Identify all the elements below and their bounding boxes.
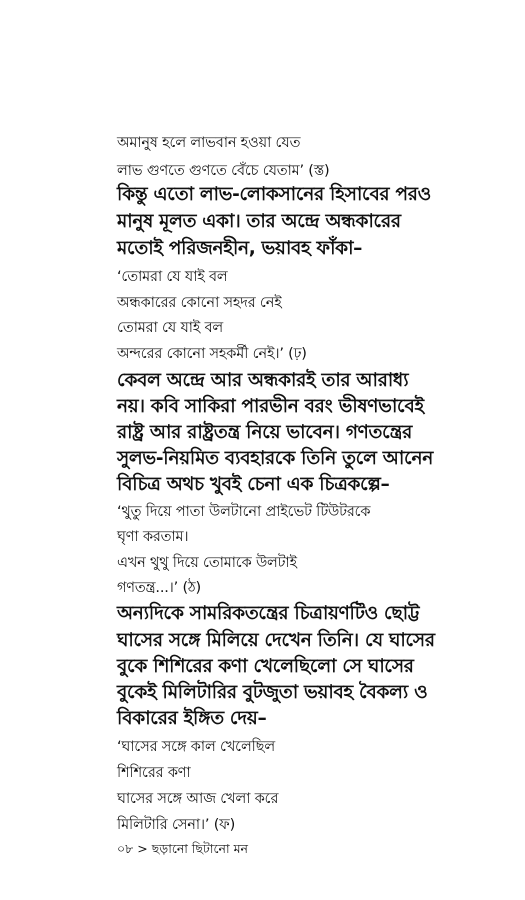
text-line: রাষ্ট্র আর রাষ্ট্রতন্ত্র নিয়ে ভাবেন। গণতন্ত্রের [117, 422, 412, 443]
text-line: নয়। কবি সাকিরা পারভীন বরং ভীষণভাবেই [117, 396, 424, 417]
text-line: লাভ গুণতে গুণতে বেঁচে যেতাম’ (স্ত) [117, 163, 330, 179]
text-line: কিন্তু এতো লাভ-লোকসানের হিসাবের পরও [117, 184, 431, 205]
text-line: অন্ধকারের কোনো সহদর নেই [117, 295, 282, 311]
text-line: বুকে শিশিরের কণা খেলেছিলো সে ঘাসের [117, 656, 414, 677]
text-line: অমানুষ হলে লাভবান হওয়া যেত [117, 135, 301, 151]
text-line: অন্যদিকে সামরিকতন্ত্রের চিত্রায়ণটিও ছোট্ট [117, 603, 420, 624]
text-line: শিশিরের কণা [117, 765, 191, 781]
text-line: বিচিত্র অথচ খুবই চেনা এক চিত্রকল্পে– [117, 474, 390, 495]
text-line: ঘাসের সঙ্গে মিলিয়ে দেখেন তিনি। যে ঘাসের [117, 630, 435, 651]
text-line: কেবল অন্দ্রে আর অন্ধকারই তার আরাধ্য [117, 370, 409, 391]
page-footer [117, 843, 248, 856]
text-line: বুকেই মিলিটারির বুটজুতা ভয়াবহ বৈকল্য ও [117, 682, 428, 703]
text-line: মিলিটারি সেনা।’ (ফ) [117, 817, 236, 833]
text-line: বিকারের ইঙ্গিত দেয়– [117, 708, 267, 729]
text-line: ঘৃণা করতাম। [117, 529, 189, 545]
text-line: তোমরা যে যাই বল [117, 320, 224, 336]
footer-separator: > [137, 841, 148, 856]
text-line: মানুষ মূলত একা। তার অন্দ্রে অন্ধকারের [117, 211, 401, 232]
text-line: ‘ঘাসের সঙ্গে কাল খেলেছিল [117, 739, 275, 755]
text-line: এখন থুথু দিয়ে তোমাকে উলটাই [117, 555, 297, 571]
text-line: ‘তোমরা যে যাই বল [117, 269, 228, 285]
text-line: মতোই পরিজনহীন, ভয়াবহ ফাঁকা– [117, 238, 363, 259]
text-line: ঘাসের সঙ্গে আজ খেলা করে [117, 791, 279, 807]
text-line: অন্দরের কোনো সহকর্মী নেই।’ (ঢ়) [117, 346, 307, 362]
page-number: ০৮ [117, 841, 134, 856]
text-line: সুলভ-নিয়মিত ব্যবহারকে তিনি তুলে আনেন [117, 448, 434, 469]
text-line: গণতন্ত্র...।’ (ঠ) [117, 580, 201, 596]
text-line: ‘থুতু দিয়ে পাতা উলটানো প্রাইভেট টিউটরকে [117, 504, 371, 520]
book-title: ছড়ানো ছিটানো মন [151, 841, 248, 856]
